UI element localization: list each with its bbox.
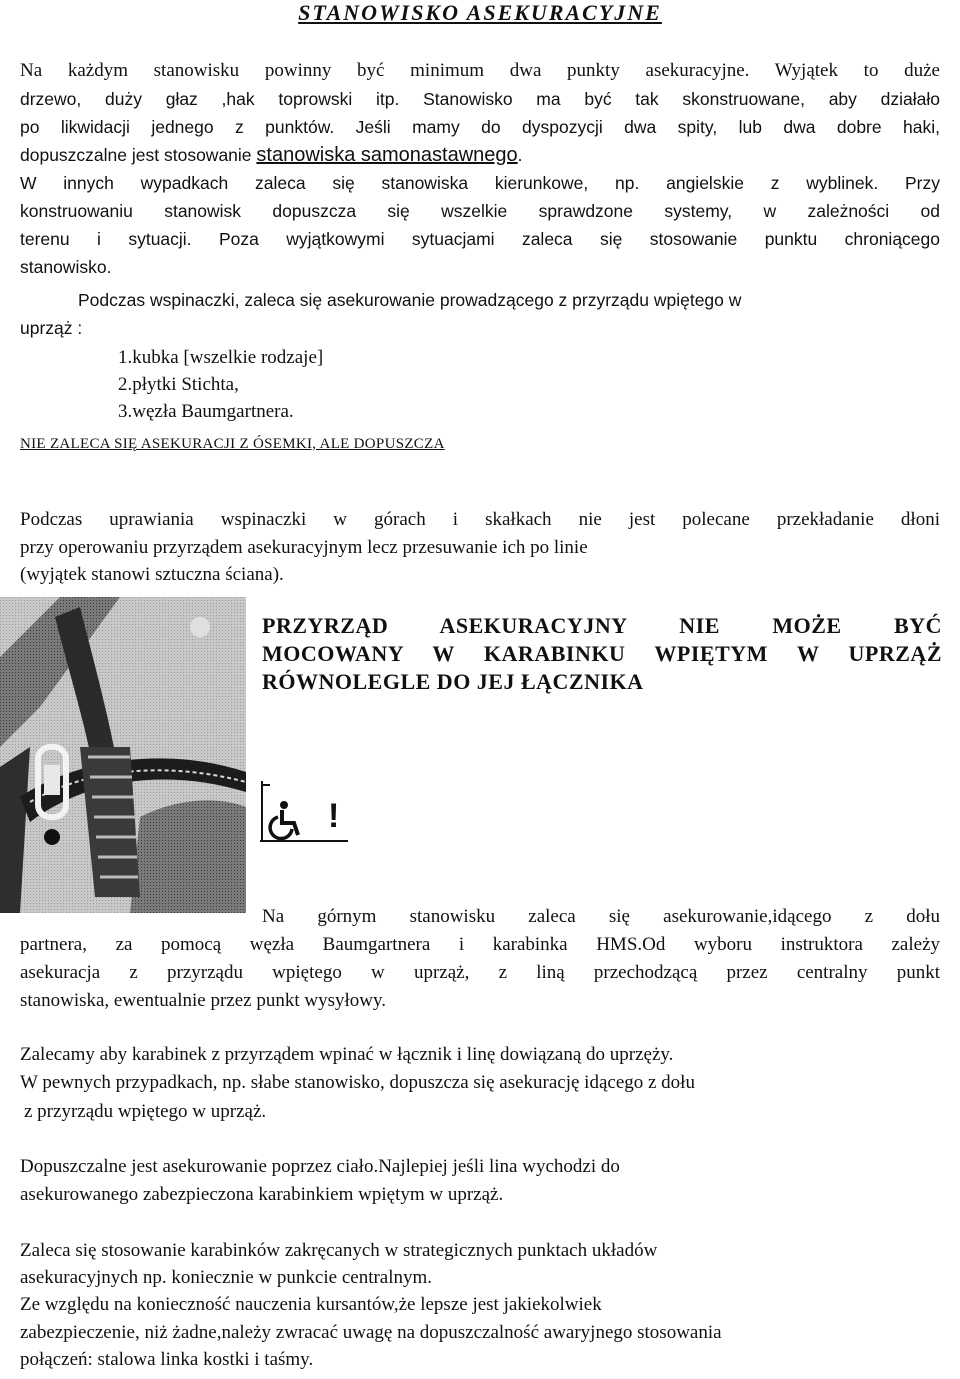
intro-line: terenu i sytuacji. Poza wyjątkowymi sytuacjami zaleca się stosowanie punktu chroniącego: [20, 229, 940, 249]
final-line: połączeń: stalowa linka kostki i taśmy.: [20, 1349, 314, 1370]
intro-line: po likwidacji jednego z punktów. Jeśli mamy do dyspozycji dwa spity, lub dwa dobre haki,: [20, 117, 940, 137]
intro-line: konstruowaniu stanowisk dopuszcza się wszelkie sprawdzone systemy, w zależności od: [20, 201, 940, 221]
belay-list-item: 2.płytki Stichta,: [118, 374, 239, 395]
top-station-line: asekuracja z przyrządu wpiętego w uprząż, z liną przechodzącą przez centralny punkt: [20, 962, 940, 983]
warning-line: MOCOWANY W KARABINKU WPIĘTYM W UPRZĄŻ: [262, 641, 942, 666]
intro-line: drzewo, duży głaz ,hak toprowski itp. Stanowisko ma być tak skonstruowane, aby działało: [20, 89, 940, 109]
mountains-line: (wyjątek stanowi sztuczna ściana).: [20, 564, 284, 585]
final-line: zabezpieczenie, niż żadne,należy zwracać uwagę na dopuszczalność awaryjnego stosowania: [20, 1322, 722, 1343]
belay-list-item: 1.kubka [wszelkie rodzaje]: [118, 347, 324, 368]
harness-photo: [0, 597, 246, 913]
belay-line: uprząż :: [20, 318, 83, 338]
self-equalizing-anchor-link: stanowiska samonastawnego: [256, 144, 518, 166]
body-belay-line: asekurowanego zabezpieczona karabinkiem wpiętym w uprząż.: [20, 1184, 504, 1205]
harness-photo-graphic: [0, 597, 246, 913]
intro-line: Na każdym stanowisku powinny być minimum dwa punkty asekuracyjne. Wyjątek to duże: [20, 60, 940, 81]
warning-line: PRZYRZĄD ASEKURACYJNY NIE MOŻE BYĆ: [262, 613, 942, 638]
mountains-line: Podczas uprawiania wspinaczki w górach i skałkach nie jest polecane przekładanie dłoni: [20, 509, 940, 530]
belay-list-item: 3.węzła Baumgartnera.: [118, 401, 294, 422]
exclamation-mark: !: [328, 797, 340, 835]
intro-line4-start: dopuszczalne jest stosowanie: [20, 145, 257, 165]
intro-line: [20, 142, 940, 170]
belay-line: Podczas wspinaczki, zaleca się asekurowanie prowadzącego z przyrządu wpiętego w: [78, 290, 742, 310]
final-line: asekuracyjnych np. koniecznie w punkcie centralnym.: [20, 1267, 433, 1288]
page-title: STANOWISKO ASEKURACYJNE: [298, 0, 662, 25]
final-line: Zaleca się stosowanie karabinków zakręcanych w strategicznych punktach układów: [20, 1240, 658, 1261]
final-line: Ze względu na konieczność nauczenia kursantów,że lepsze jest jakiekolwiek: [20, 1294, 602, 1315]
top-station-line: stanowiska, ewentualnie przez punkt wysyłowy.: [20, 990, 387, 1011]
recommend-line: z przyrządu wpiętego w uprząż.: [24, 1101, 267, 1122]
intro-line: W innych wypadkach zaleca się stanowiska kierunkowe, np. angielskie z wyblinek. Przy: [20, 173, 940, 193]
device-mounting-warning: [262, 612, 942, 696]
recommend-line: W pewnych przypadkach, np. słabe stanowisko, dopuszcza się asekurację idącego z dołu: [20, 1072, 695, 1093]
body-belay-line: Dopuszczalne jest asekurowanie poprzez ciało.Najlepiej jeśli lina wychodzi do: [20, 1156, 620, 1177]
mountains-line: przy operowaniu przyrządem asekuracyjnym lecz przesuwanie ich po linie: [20, 537, 588, 558]
intro-line: stanowisko.: [20, 257, 112, 277]
warning-sign: [258, 779, 350, 843]
recommend-line: Zalecamy aby karabinek z przyrządem wpinać w łącznik i linę dowiązaną do uprzęży.: [20, 1044, 674, 1065]
top-station-line: partnera, za pomocą węzła Baumgartnera i karabinka HMS.Od wyboru instruktora zależy: [20, 934, 940, 955]
figure-eight-warning: NIE ZALECA SIĘ ASEKURACJI Z ÓSEMKI, ALE DOPUSZCZA: [20, 436, 445, 452]
warning-line: RÓWNOLEGLE DO JEJ ŁĄCZNIKA: [262, 669, 644, 694]
top-station-line: Na górnym stanowisku zaleca się asekurowanie,idącego z dołu: [262, 906, 940, 927]
intro-line4-end: .: [517, 145, 523, 165]
